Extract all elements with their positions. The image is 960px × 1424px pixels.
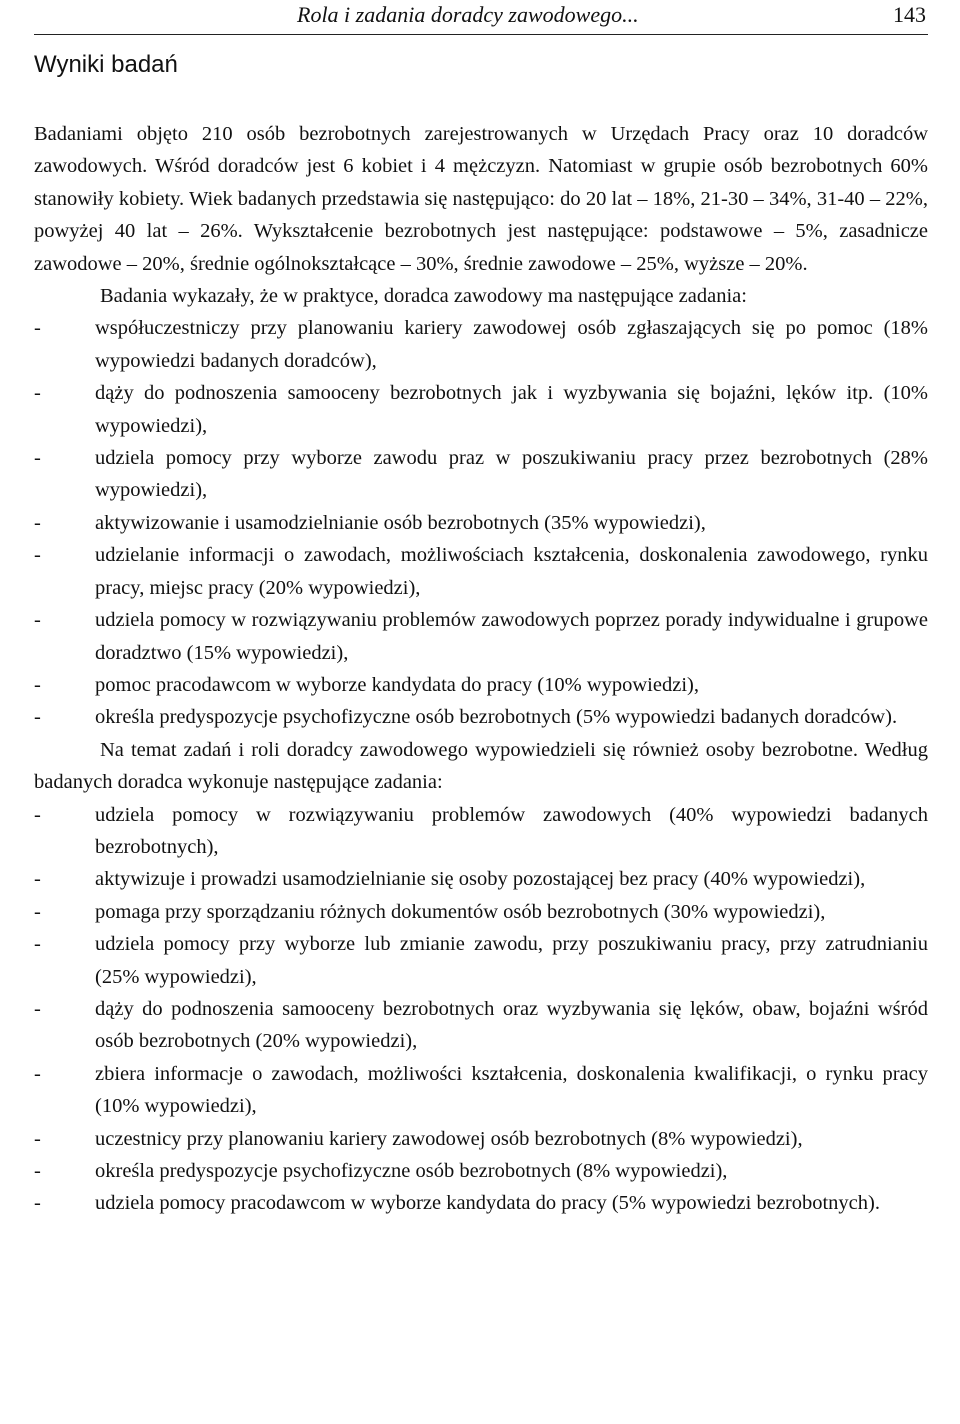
list-item: - aktywizuje i prowadzi usamodzielnianie się osoby pozostającej bez pracy (40% wypowiedzi), [34, 863, 928, 895]
list-item: - zbiera informacje o zawodach, możliwości kształcenia, doskonalenia kwalifikacji, o rynku pracy (10% wypowiedzi), [34, 1058, 928, 1123]
list-item: - pomaga przy sporządzaniu różnych dokumentów osób bezrobotnych (30% wypowiedzi), [34, 896, 928, 928]
list-item: - udziela pomocy w rozwiązywaniu problemów zawodowych poprzez porady indywidualne i grupowe doradztwo (15% wypowiedzi), [34, 604, 928, 669]
list-item: - udziela pomocy pracodawcom w wyborze kandydata do pracy (5% wypowiedzi bezrobotnych). [34, 1187, 928, 1219]
list-item: - określa predyspozycje psychofizyczne osób bezrobotnych (8% wypowiedzi), [34, 1155, 928, 1187]
running-title: Rola i zadania doradcy zawodowego... [297, 2, 639, 27]
list-item: - udziela pomocy przy wyborze lub zmianie zawodu, przy poszukiwaniu pracy, przy zatrudnianiu (25% wypowiedzi), [34, 928, 928, 993]
list-item: - udziela pomocy w rozwiązywaniu problemów zawodowych (40% wypowiedzi badanych bezrobotnych), [34, 799, 928, 864]
counselors-intro-paragraph: Badania wykazały, że w praktyce, doradca zawodowy ma następujące zadania: [100, 285, 747, 308]
list-item: - aktywizowanie i usamodzielnianie osób bezrobotnych (35% wypowiedzi), [34, 507, 928, 539]
running-header [34, 0, 928, 35]
document-page [34, 0, 928, 1220]
list-item: - pomoc pracodawcom w wyborze kandydata do pracy (10% wypowiedzi), [34, 669, 928, 701]
list-item: - dąży do podnoszenia samooceny bezrobotnych oraz wyzbywania się lęków, obaw, bojaźni wśród osób bezrobotnych (20% wypowiedzi), [34, 993, 928, 1058]
counselor-tasks-list [34, 312, 928, 733]
list-item: - dąży do podnoszenia samooceny bezrobotnych jak i wyzbywania się bojaźni, lęków itp. (10% wypowiedzi), [34, 377, 928, 442]
list-item: - uczestnicy przy planowaniu kariery zawodowej osób bezrobotnych (8% wypowiedzi), [34, 1123, 928, 1155]
list-item: - określa predyspozycje psychofizyczne osób bezrobotnych (5% wypowiedzi badanych doradców). [34, 701, 928, 733]
list-item: - współuczestniczy przy planowaniu kariery zawodowej osób zgłaszających się po pomoc (18% wypowiedzi badanych doradców), [34, 312, 928, 377]
unemployed-tasks-list [34, 799, 928, 1220]
unemployed-intro-paragraph: Na temat zadań i roli doradcy zawodowego wypowiedzieli się również osoby bezrobotne. Według badanych doradca wykonuje następujące zadania: [34, 738, 928, 794]
section-heading: Wyniki badań [34, 51, 178, 78]
page-number: 143 [893, 2, 926, 27]
intro-paragraph: Badaniami objęto 210 osób bezrobotnych zarejestrowanych w Urzędach Pracy oraz 10 doradców zawodowych. Wśród doradców jest 6 kobiet i 4 mężczyzn. Natomiast w grupie osób bezrobotnych 60% stanowiły kobiety. Wiek badanych przedstawia się następująco: do 20 lat – 18%, 21-30 – 34%, 31-40 – 22%, powyżej 40 lat – 26%. Wykształcenie bezrobotnych jest następujące: podstawowe – 5%, zasadnicze zawodowe – 20%, średnie ogólnokształcące – 30%, średnie zawodowe – 25%, wyższe – 20%. [34, 123, 928, 275]
list-item: - udzielanie informacji o zawodach, możliwościach kształcenia, doskonalenia zawodowego, rynku pracy, miejsc pracy (20% wypowiedzi), [34, 539, 928, 604]
list-item: - udziela pomocy przy wyborze zawodu praz w poszukiwaniu pracy przez bezrobotnych (28% wypowiedzi), [34, 442, 928, 507]
